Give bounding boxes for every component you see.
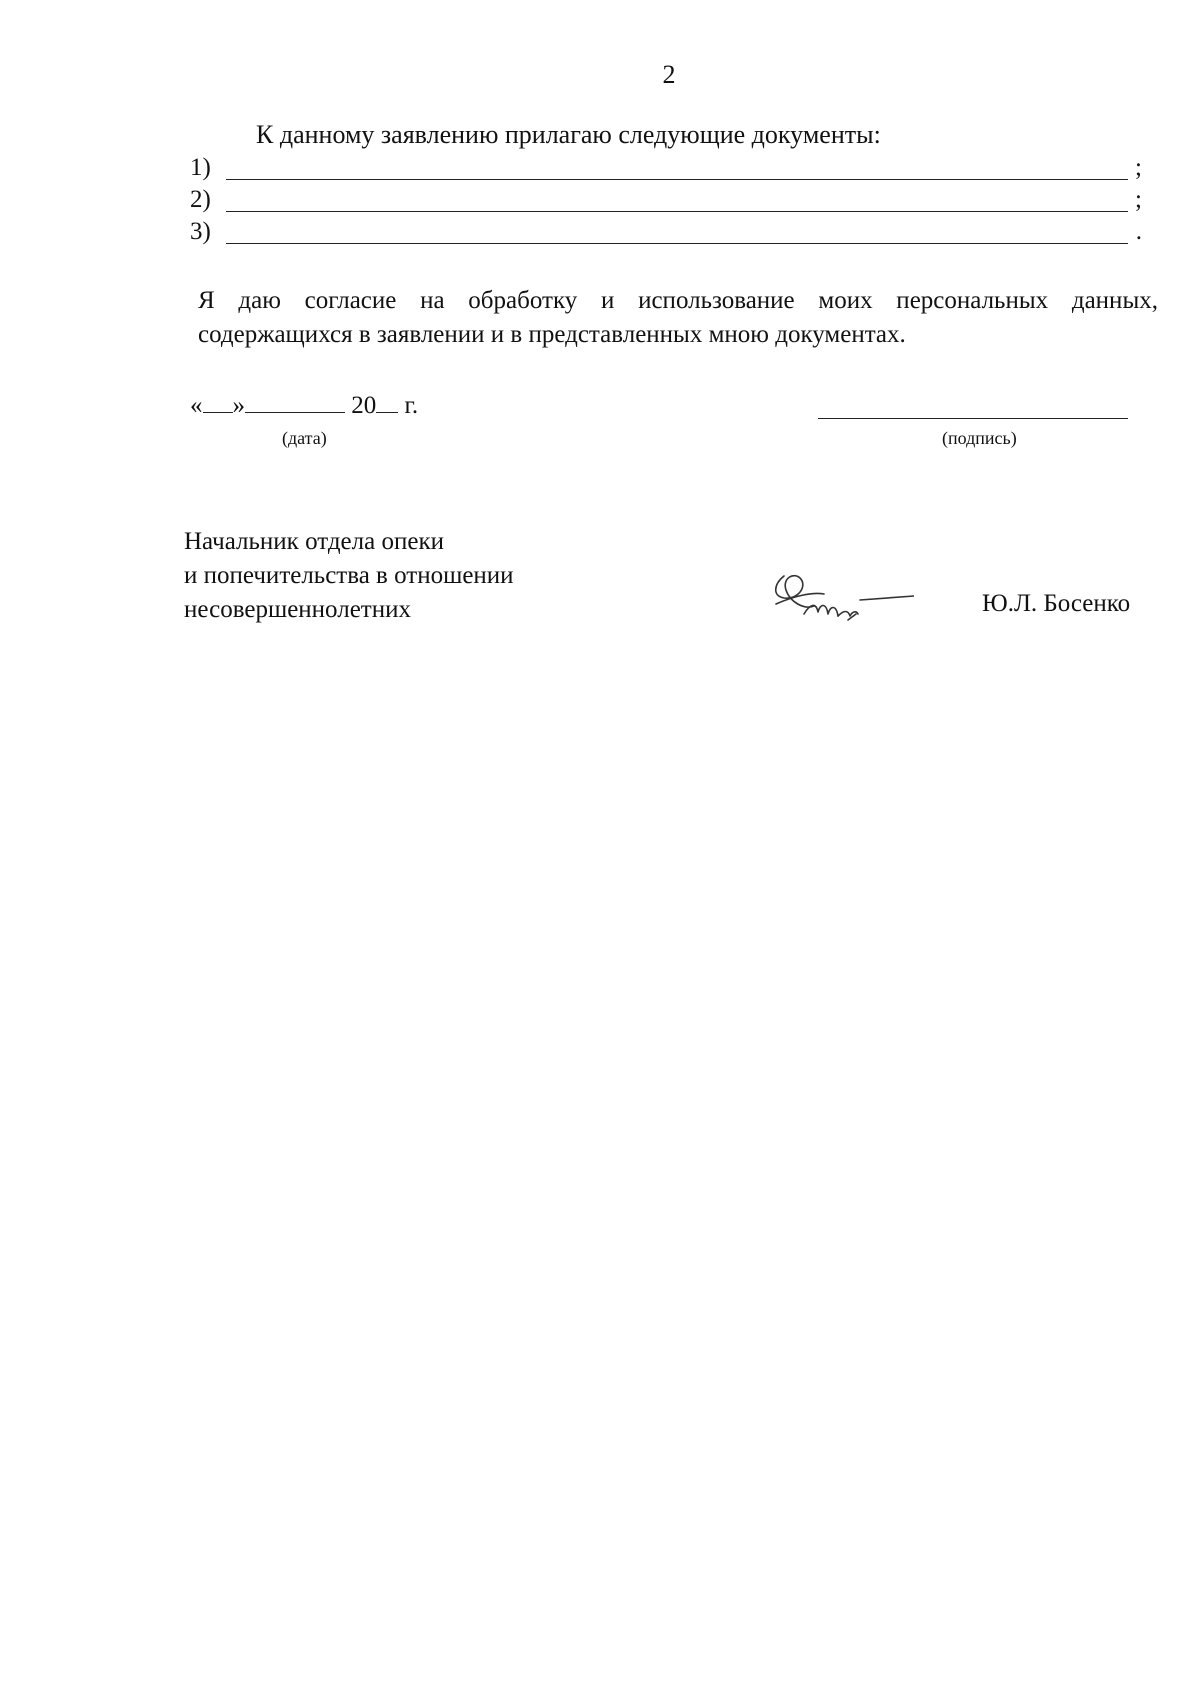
attachment-number: 3) [190, 218, 211, 245]
blank-rule [226, 179, 1128, 180]
blank-rule [226, 243, 1128, 244]
official-name: Ю.Л. Босенко [982, 590, 1131, 617]
date-open-quote: « [190, 392, 203, 419]
blank-rule [226, 211, 1128, 212]
attachment-line-3 [190, 218, 1150, 252]
date-close-quote: » [232, 392, 245, 419]
page-number: 2 [662, 60, 676, 89]
official-title-line: Начальник отдела опеки [184, 528, 444, 555]
handwritten-signature [764, 566, 914, 636]
day-blank [203, 390, 233, 413]
date-line [190, 390, 418, 420]
attachment-line-1 [190, 154, 1150, 188]
year-blank [376, 390, 398, 413]
date-caption: (дата) [282, 428, 327, 448]
month-blank [245, 390, 345, 413]
attachments-heading: К данному заявлению прилагаю следующие документы: [256, 120, 881, 149]
signature-blank [818, 418, 1128, 419]
consent-paragraph: Я даю согласие на обработку и использование моих персональных данных, содержащихся в заявлении и в представленных мною документах. [198, 287, 1158, 348]
attachment-punctuation: ; [1135, 154, 1142, 181]
signature-caption: (подпись) [942, 428, 1017, 448]
attachment-line-2 [190, 186, 1150, 220]
attachment-number: 1) [190, 154, 211, 181]
attachment-punctuation: . [1135, 218, 1142, 245]
year-suffix: г. [404, 392, 419, 419]
official-title-line: и попечительства в отношении [184, 562, 514, 589]
year-prefix: 20 [351, 392, 377, 419]
official-title-line: несовершеннолетних [184, 596, 411, 623]
attachment-punctuation: ; [1135, 186, 1142, 213]
attachment-number: 2) [190, 186, 211, 213]
official-title [184, 525, 514, 627]
